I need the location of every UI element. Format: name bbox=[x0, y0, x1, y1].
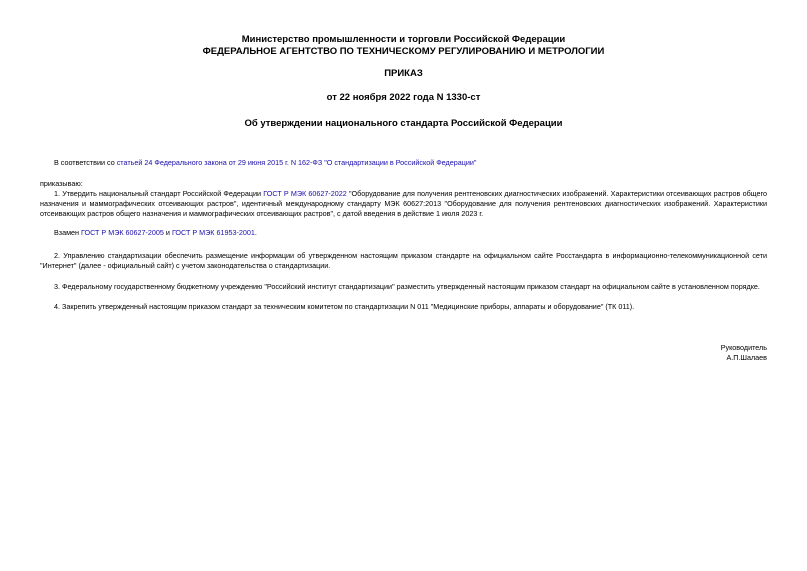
replacement-paragraph bbox=[40, 228, 767, 238]
document-date-number: от 22 ноября 2022 года N 1330-ст bbox=[326, 92, 481, 103]
item-1-paragraph bbox=[40, 189, 767, 219]
item-3-paragraph: 3. Федеральному государственному бюджетному учреждению "Российский институт стандартизации" разместить утвержденный настоящим приказом стандарт на официальном сайте в установленном порядке. bbox=[54, 282, 760, 291]
law-article-link[interactable]: статьей 24 Федерального закона от 29 июня 2015 г. N 162-ФЗ "О стандартизации в Российской Федерации" bbox=[116, 158, 477, 167]
item-4-paragraph: 4. Закрепить утвержденный настоящим приказом стандарт за техническим комитетом по стандартизации N 011 "Медицинские приборы, аппараты и оборудование" (ТК 011). bbox=[54, 302, 635, 311]
replacement-middle: и bbox=[163, 228, 172, 237]
order-word: приказываю: bbox=[40, 179, 83, 188]
replacement-suffix: . bbox=[254, 228, 257, 237]
item-1-text: "Оборудование для получения рентгеновских диагностических изображений. Характеристики отсеивающих растров общего назначения и маммографических отсеивающих растров", идентичный международному стандарту МЭК 60627:2013 "Оборудование для получения рентгеновских диагностических изображений. Характеристики отсеивающих растров общего назначения и маммографических отсеивающих растров", с датой введения в действие 1 июля 2023 г. bbox=[40, 189, 767, 218]
ministry-name: Министерство промышленности и торговли Российской Федерации bbox=[241, 34, 566, 45]
replacement-prefix: Взамен bbox=[54, 228, 81, 237]
intro-paragraph bbox=[40, 158, 767, 168]
intro-prefix: В соответствии со bbox=[54, 158, 117, 167]
signature-block bbox=[721, 343, 767, 363]
item-2-paragraph: 2. Управлению стандартизации обеспечить размещение информации об утвержденном настоящим приказом стандарте на официальном сайте Росстандарта в информационно-телекоммуникационной сети "Интернет" (далее - официальный сайт) с учетом законодательства о стандартизации. bbox=[40, 251, 767, 270]
document-subject: Об утверждении национального стандарта Российской Федерации bbox=[244, 118, 563, 129]
signatory-name: А.П.Шалаев bbox=[726, 353, 767, 362]
document-type: ПРИКАЗ bbox=[384, 68, 423, 79]
gost-61953-2001-link[interactable]: ГОСТ Р МЭК 61953-2001 bbox=[171, 228, 255, 237]
gost-60627-2022-link[interactable]: ГОСТ Р МЭК 60627-2022 bbox=[263, 189, 347, 198]
item-1-prefix: 1. Утвердить национальный стандарт Российской Федерации bbox=[54, 189, 264, 198]
signatory-position: Руководитель bbox=[720, 343, 767, 352]
agency-name: ФЕДЕРАЛЬНОЕ АГЕНТСТВО ПО ТЕХНИЧЕСКОМУ РЕГУЛИРОВАНИЮ И МЕТРОЛОГИИ bbox=[202, 46, 605, 57]
gost-60627-2005-link[interactable]: ГОСТ Р МЭК 60627-2005 bbox=[81, 228, 164, 237]
